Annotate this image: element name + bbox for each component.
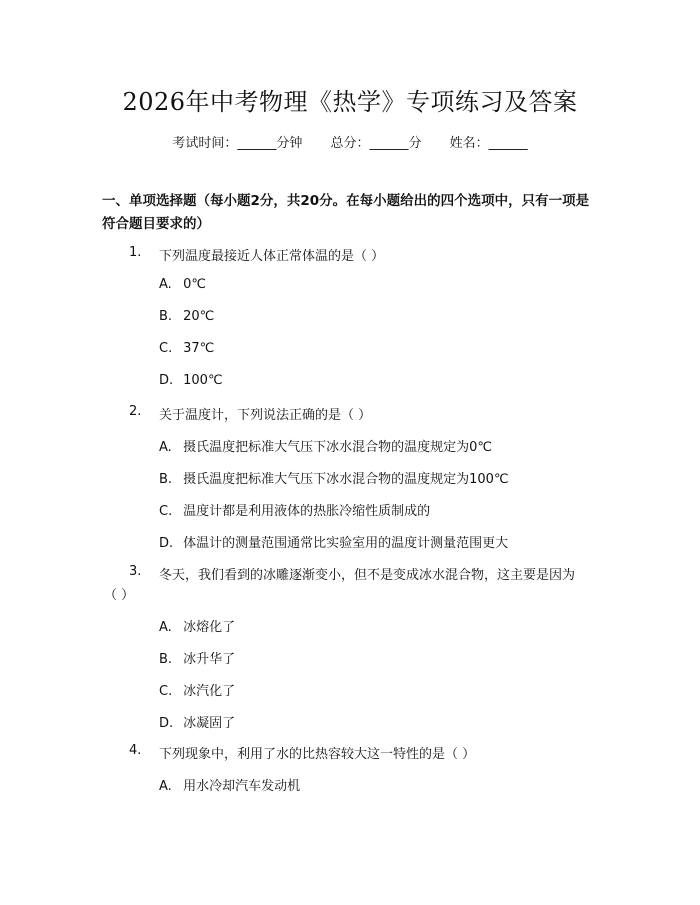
option-3a	[159, 616, 235, 635]
option-letter: C.	[159, 504, 173, 519]
option-3b	[159, 648, 235, 667]
option-4a	[159, 775, 300, 794]
option-text: 冰汽化了	[183, 684, 236, 699]
option-2d	[159, 532, 508, 551]
question-number: 3.	[129, 564, 142, 579]
option-letter: A.	[159, 440, 172, 455]
option-letter: B.	[159, 652, 173, 667]
option-text: 冰凝固了	[183, 716, 236, 731]
option-letter: A.	[159, 277, 172, 292]
option-text: 摄氏温度把标准大气压下冰水混合物的温度规定为100℃	[183, 472, 509, 487]
option-text: 温度计都是利用液体的热胀冷缩性质制成的	[183, 504, 431, 519]
option-2b	[159, 468, 509, 487]
question-number: 4.	[129, 743, 142, 758]
question-text: 下列现象中，利用了水的比热容较大这一特性的是（ ）	[159, 747, 476, 762]
option-1a	[159, 277, 206, 292]
question-text: 关于温度计，下列说法正确的是（ ）	[159, 408, 372, 423]
option-text: 用水冷却汽车发动机	[183, 779, 301, 794]
option-letter: B.	[159, 472, 173, 487]
option-letter: A.	[159, 779, 172, 794]
option-letter: D.	[159, 536, 174, 551]
option-text: 冰升华了	[183, 652, 236, 667]
document-title: 2026年中考物理《热学》专项练习及答案	[122, 88, 578, 116]
option-text: 100℃	[183, 373, 223, 388]
option-text: 37℃	[183, 341, 215, 356]
option-1c	[159, 341, 214, 356]
exam-time: 考试时间：______分钟	[172, 136, 303, 151]
section-heading: 一、单项选择题（每小题2分，共20分。在每小题给出的四个选项中，只有一项是符合题目要求的）	[102, 193, 590, 232]
option-letter: D.	[159, 373, 174, 388]
total-score: 总分：______分	[330, 136, 422, 151]
question-number: 1.	[129, 245, 142, 260]
option-text: 冰熔化了	[183, 620, 236, 635]
option-3d	[159, 712, 235, 731]
option-text: 20℃	[183, 309, 215, 324]
question-number: 2.	[129, 404, 142, 419]
option-letter: C.	[159, 341, 173, 356]
option-3c	[159, 680, 235, 699]
option-text: 摄氏温度把标准大气压下冰水混合物的温度规定为0℃	[183, 440, 493, 455]
question-text: 冬天，我们看到的冰雕逐渐变小，但不是变成冰水混合物，这主要是因为	[159, 568, 576, 583]
option-2c	[159, 500, 430, 519]
option-text: 0℃	[183, 277, 207, 292]
option-letter: D.	[159, 716, 174, 731]
option-letter: B.	[159, 309, 173, 324]
question-text: 下列温度最接近人体正常体温的是（ ）	[159, 249, 385, 264]
option-2a	[159, 436, 492, 455]
option-1d	[159, 373, 223, 388]
option-letter: C.	[159, 684, 173, 699]
student-name: 姓名：______	[449, 136, 528, 151]
option-letter: A.	[159, 620, 172, 635]
exam-info	[0, 132, 700, 151]
option-text: 体温计的测量范围通常比实验室用的温度计测量范围更大	[183, 536, 509, 551]
question-3-continuation: （ ）	[104, 588, 135, 603]
option-1b	[159, 309, 214, 324]
